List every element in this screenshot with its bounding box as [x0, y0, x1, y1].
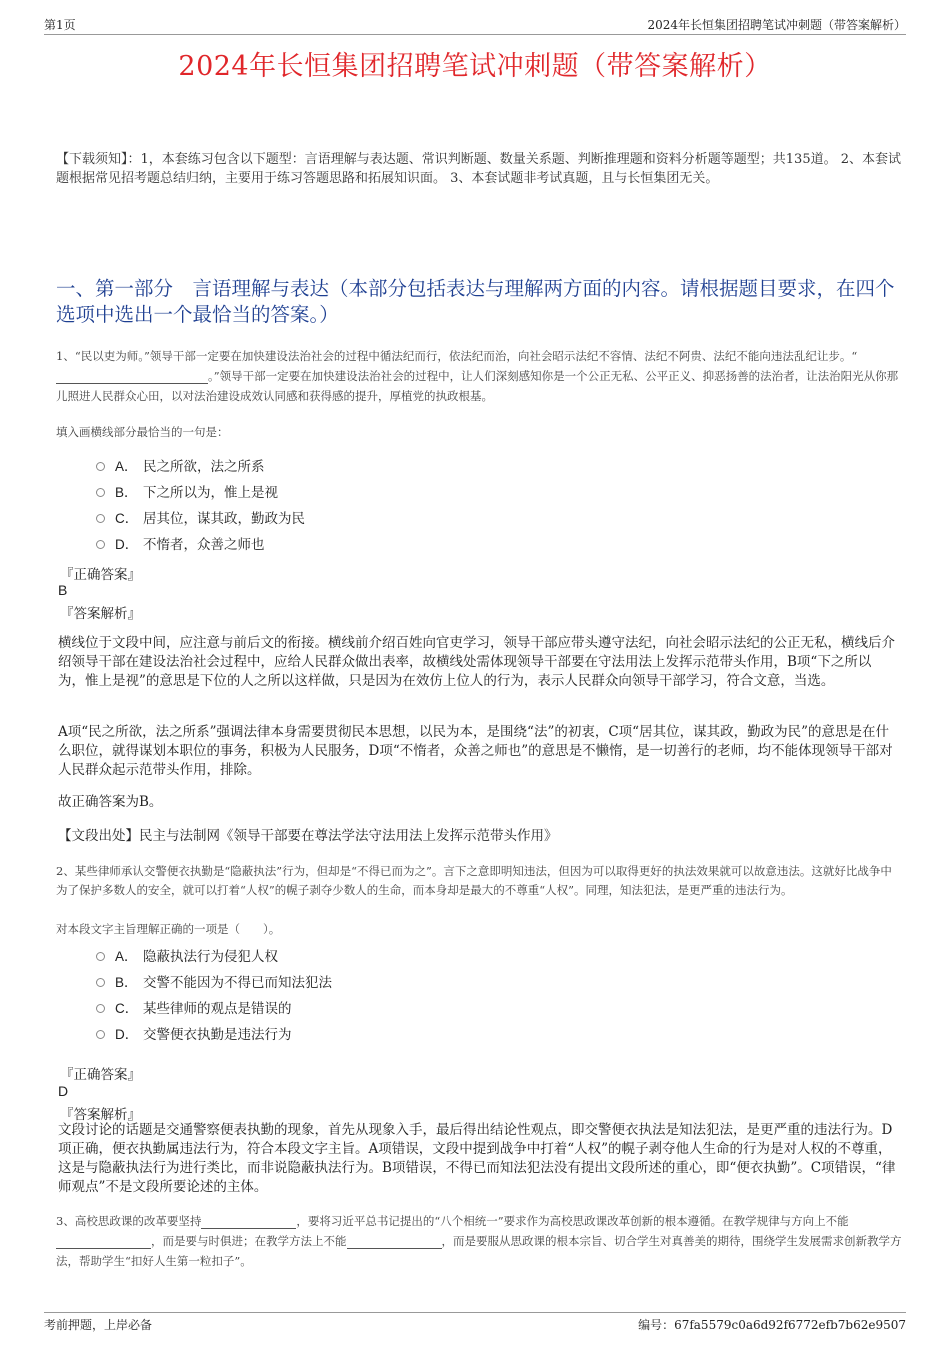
option-key: B．	[115, 485, 138, 500]
radio-icon[interactable]	[96, 540, 105, 549]
page-number: 第1页	[44, 18, 76, 32]
option-b[interactable]	[96, 478, 305, 504]
question-2-explanation: 文段讨论的话题是交通警察便表执勤的现象，首先从现象入手，最后得出结论性观点，即交警便衣执法是知法犯法，是更严重的违法行为。D项正确，便衣执勤属违法行为，符合本段文字主旨。A项错误，文段中提到战争中打着“人权”的幌子剥夺他人生命的行为是对人权的不尊重，这是与隐蔽执法行为进行类比，而非说隐蔽执法行为。B项错误，不得已而知法犯法没有提出文段所述的重心，即“便衣执勤”。C项错误，“律师观点”不是文段所要论述的主体。	[58, 1122, 896, 1195]
question-3-text	[56, 1211, 902, 1271]
question-2-answer: D	[58, 1083, 69, 1099]
fill-blank	[56, 1236, 151, 1249]
option-b[interactable]	[96, 968, 332, 994]
option-key: B．	[115, 975, 138, 990]
question-1-options	[96, 452, 305, 556]
option-text: 某些律师的观点是错误的	[143, 1001, 292, 1017]
option-key: C．	[115, 511, 139, 526]
document-title: 2024年长恒集团招聘笔试冲刺题（带答案解析）	[178, 51, 772, 82]
question-2-prompt: 对本段文字主旨理解正确的一项是（ ）。	[56, 922, 281, 936]
radio-icon[interactable]	[96, 978, 105, 987]
radio-icon[interactable]	[96, 462, 105, 471]
option-text: 下之所以为，惟上是视	[143, 485, 278, 501]
question-1-text-part-b: 。”领导干部一定要在加快建设法治社会的过程中，让人们深刻感知你是一个公正无私、公平正义、抑恶扬善的法治者，让法治阳光从你那儿照进人民群众心田，以对法治建设成效认同感和获得感的提升，厚植党的执政根基。	[56, 369, 899, 403]
option-key: A．	[115, 459, 138, 474]
explanation-label: 『答案解析』	[60, 1107, 141, 1123]
download-notice: 【下载须知】：1，本套练习包含以下题型：言语理解与表达题、常识判断题、数量关系题、判断推理题和资料分析题等题型；共135道。 2、本套试题根据常见招考题总结归纳，主要用于练习答题思路和拓展知识面。 3、本套试题非考试真题，且与长恒集团无关。	[56, 152, 901, 186]
question-3-text-part-a: 3、高校思政课的改革要坚持	[56, 1214, 202, 1228]
footer-slogan: 考前押题，上岸必备	[44, 1318, 153, 1332]
option-text: 居其位，谋其政，勤政为民	[143, 511, 305, 527]
option-d[interactable]	[96, 530, 305, 556]
option-c[interactable]	[96, 504, 305, 530]
fill-blank	[201, 1216, 296, 1229]
radio-icon[interactable]	[96, 1004, 105, 1013]
radio-icon[interactable]	[96, 514, 105, 523]
question-1-text	[56, 346, 902, 406]
page-footer	[44, 1312, 906, 1333]
header-doc-title: 2024年长恒集团招聘笔试冲刺题（带答案解析）	[647, 18, 906, 32]
question-1-explanation-1: 横线位于文段中间，应注意与前后文的衔接。横线前介绍百姓向官吏学习，领导干部应带头遵守法纪，向社会昭示法纪的公正无私，横线后介绍领导干部在建设法治社会过程中，应给人民群众做出表率，故横线处需体现领导干部要在守法用法上发挥示范带头作用，B项“下之所以为，惟上是视”的意思是下位的人之所以这样做，只是因为在效仿上位人的行为，表示人民群众向领导干部学习，符合文意，当选。	[58, 635, 895, 689]
option-key: D．	[115, 1027, 139, 1042]
radio-icon[interactable]	[96, 952, 105, 961]
option-c[interactable]	[96, 994, 332, 1020]
question-1-source: 【文段出处】民主与法制网《领导干部要在尊法学法守法用法上发挥示范带头作用》	[58, 828, 558, 844]
option-text: 交警便衣执勤是违法行为	[143, 1027, 292, 1043]
explanation-label: 『答案解析』	[60, 606, 141, 622]
option-a[interactable]	[96, 452, 305, 478]
section-heading: 一、第一部分 言语理解与表达（本部分包括表达与理解两方面的内容。请根据题目要求，在四个选项中选出一个最恰当的答案。）	[56, 277, 895, 326]
question-1-answer: B	[58, 582, 68, 598]
page-header	[44, 14, 906, 35]
option-key: C．	[115, 1001, 139, 1016]
correct-answer-label: 『正确答案』	[60, 567, 141, 583]
question-2-text: 2、某些律师承认交警便衣执勤是“隐蔽执法”行为，但却是“不得已而为之”。言下之意即明知违法，但因为可以取得更好的执法效果就可以故意违法。这就好比战争中为了保护多数人的安全，就可以打着“人权”的幌子剥夺少数人的生命，而本身却是最大的不尊重“人权”。同理，知法犯法，是更严重的违法行为。	[56, 864, 892, 897]
radio-icon[interactable]	[96, 1030, 105, 1039]
question-2-options	[96, 942, 332, 1046]
option-text: 民之所欲，法之所系	[143, 459, 265, 475]
option-text: 隐蔽执法行为侵犯人权	[143, 949, 278, 965]
question-1-explanation-2: A项“民之所欲，法之所系”强调法律本身需要贯彻民本思想，以民为本，是围绕“法”的初衷，C项“居其位，谋其政，勤政为民”的意思是在什么职位，就得谋划本职位的事务，积极为人民服务，D项“不惰者，众善之师也”的意思是不懒惰，是一切善行的老师，均不能体现领导干部对人民群众起示范带头作用，排除。	[58, 724, 893, 778]
question-1-conclusion: 故正确答案为B。	[58, 794, 163, 810]
correct-answer-label: 『正确答案』	[60, 1067, 141, 1083]
question-1-text-part-a: 1、“民以吏为师。”领导干部一定要在加快建设法治社会的过程中循法纪而行，依法纪而治，向社会昭示法纪不容情、法纪不阿贵、法纪不能向违法乱纪让步。“	[56, 349, 858, 363]
question-3-text-part-d: ，而是要服从思政课的根本宗旨、切合学生对真善美的期待，围绕学生发展需求创新教学方法，帮助学生“扣好人生第一粒扣子”。	[56, 1234, 902, 1268]
option-key: D．	[115, 537, 139, 552]
option-key: A．	[115, 949, 138, 964]
option-text: 不惰者，众善之师也	[143, 537, 265, 553]
radio-icon[interactable]	[96, 488, 105, 497]
fill-blank	[347, 1236, 442, 1249]
option-d[interactable]	[96, 1020, 332, 1046]
option-text: 交警不能因为不得已而知法犯法	[143, 975, 332, 991]
footer-doc-id: 编号：67fa5579c0a6d92f6772efb7b62e9507	[638, 1318, 906, 1332]
question-3-text-part-b: ，要将习近平总书记提出的“八个相统一”要求作为高校思政课改革创新的根本遵循。在教学规律与方向上不能	[296, 1214, 849, 1228]
question-1-prompt: 填入画横线部分最恰当的一句是：	[56, 425, 229, 439]
option-a[interactable]	[96, 942, 332, 968]
question-3-text-part-c: ，而是要与时俱进；在教学方法上不能	[151, 1234, 347, 1248]
fill-blank	[56, 371, 208, 384]
